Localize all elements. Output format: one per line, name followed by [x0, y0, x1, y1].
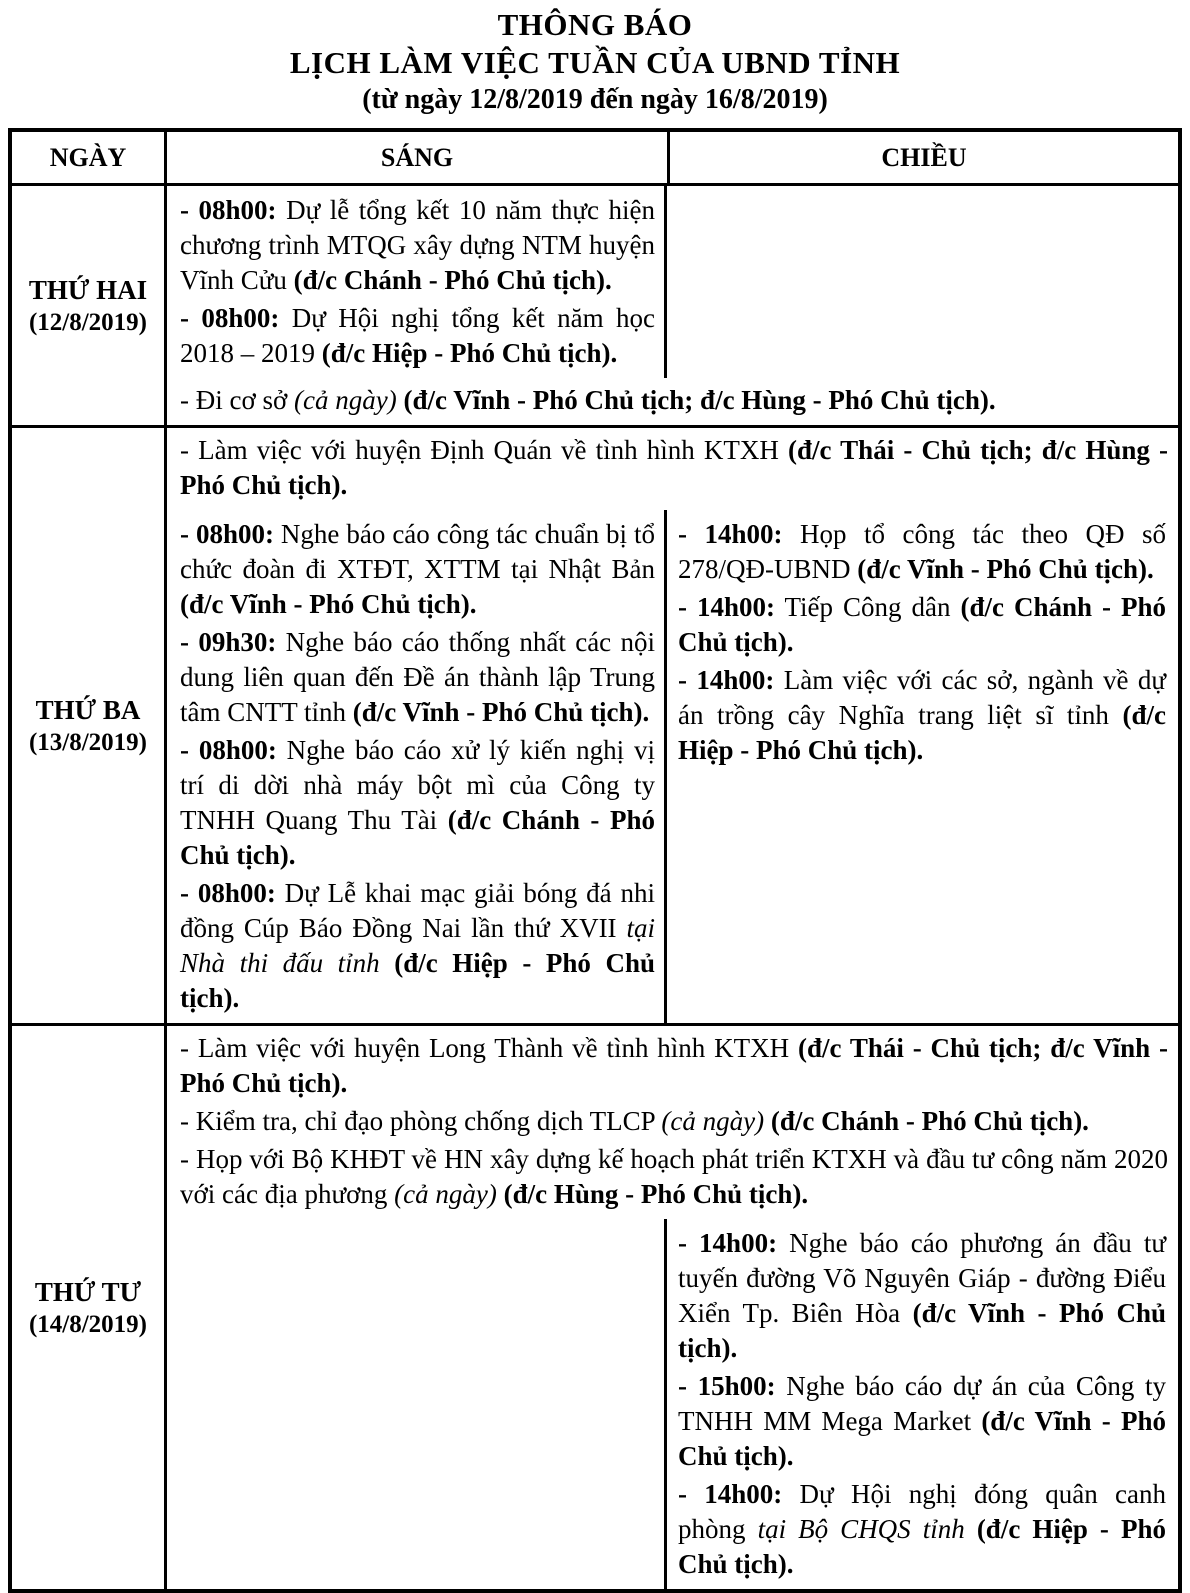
schedule-item: - 08h00: Dự Lễ khai mạc giải bóng đá nhi đồng Cúp Báo Đồng Nai lần thứ XVII tại Nhà thi đấu tỉnh (đ/c Hiệp - Phó Chủ tịch). — [180, 878, 656, 1013]
header-afternoon: CHIỀU — [881, 143, 967, 172]
schedule-item: - Họp với Bộ KHĐT về HN xây dựng kế hoạch phát triển KTXH và đầu tư công năm 2020 với các địa phương (cả ngày) (đ/c Hùng - Phó Chủ tịch). — [180, 1144, 1168, 1209]
doc-subtitle: LỊCH LÀM VIỆC TUẦN CỦA UBND TỈNH — [289, 45, 901, 80]
day-date: (13/8/2019) — [28, 728, 148, 756]
schedule-item: - 08h00: Nghe báo cáo công tác chuẩn bị tổ chức đoàn đi XTĐT, XTTM tại Nhật Bản (đ/c Vĩnh - Phó Chủ tịch). — [180, 519, 656, 619]
wednesday-day-cell — [12, 1026, 167, 1589]
day-date: (12/8/2019) — [28, 308, 148, 336]
schedule-item: - 08h00: Dự Hội nghị tổng kết năm học 2018 – 2019 (đ/c Hiệp - Phó Chủ tịch). — [180, 303, 656, 368]
schedule-item: - Làm việc với huyện Định Quán về tình hình KTXH (đ/c Thái - Chủ tịch; đ/c Hùng - Phó Chủ tịch). — [180, 435, 1168, 500]
monday-content — [167, 186, 1178, 425]
schedule-item: - Đi cơ sở (cả ngày) (đ/c Vĩnh - Phó Chủ tịch; đ/c Hùng - Phó Chủ tịch). — [180, 385, 996, 415]
schedule-item: - 08h00: Dự lễ tổng kết 10 năm thực hiện chương trình MTQG xây dựng NTM huyện Vĩnh Cửu (đ/c Chánh - Phó Chủ tịch). — [180, 195, 656, 295]
monday-day-cell — [12, 186, 167, 425]
day-date: (14/8/2019) — [28, 1310, 148, 1338]
doc-title: THÔNG BÁO — [497, 7, 693, 42]
tuesday-content — [167, 428, 1178, 1023]
day-name: THỨ BA — [35, 694, 141, 725]
tuesday-afternoon-cell — [667, 510, 1178, 1023]
schedule-item: - 14h00: Họp tổ công tác theo QĐ số 278/QĐ-UBND (đ/c Vĩnh - Phó Chủ tịch). — [678, 519, 1166, 584]
tuesday-allday-cell — [167, 428, 1178, 510]
schedule-item: - 15h00: Nghe báo cáo dự án của Công ty TNHH MM Mega Market (đ/c Vĩnh - Phó Chủ tịch). — [678, 1371, 1167, 1471]
schedule-item: - 14h00: Làm việc với các sở, ngành về dự án trồng cây Nghĩa trang liệt sĩ tỉnh (đ/c Hiệp - Phó Chủ tịch). — [678, 665, 1166, 765]
schedule-item: - 14h00: Dự Hội nghị đóng quân canh phòng tại Bộ CHQS tỉnh (đ/c Hiệp - Phó Chủ tịch). — [678, 1479, 1167, 1579]
row-monday — [12, 183, 1178, 425]
schedule-table — [8, 128, 1182, 1593]
schedule-item: - 14h00: Tiếp Công dân (đ/c Chánh - Phó Chủ tịch). — [678, 592, 1167, 657]
wednesday-content — [167, 1026, 1178, 1589]
schedule-item: - 08h00: Nghe báo cáo xử lý kiến nghị vị trí di dời nhà máy bột mì của Công ty TNHH Quang Thu Tài (đ/c Chánh - Phó Chủ tịch). — [180, 735, 655, 870]
wednesday-allday-cell — [167, 1026, 1178, 1219]
wednesday-afternoon-cell — [667, 1219, 1178, 1589]
tuesday-day-cell — [12, 428, 167, 1023]
day-name: THỨ HAI — [28, 274, 148, 305]
tuesday-morning-cell — [167, 510, 667, 1023]
table-header-row — [12, 132, 1178, 183]
row-tuesday — [12, 425, 1178, 1023]
doc-date-range: (từ ngày 12/8/2019 đến ngày 16/8/2019) — [362, 84, 828, 115]
monday-allday-cell — [167, 378, 1178, 425]
document-header — [8, 6, 1182, 118]
wednesday-morning-cell — [167, 1219, 667, 1589]
schedule-item: - 09h30: Nghe báo cáo thống nhất các nội dung liên quan đến Đề án thành lập Trung tâm CNTT tỉnh (đ/c Vĩnh - Phó Chủ tịch). — [180, 627, 655, 727]
row-wednesday — [12, 1023, 1178, 1589]
schedule-item: - 14h00: Nghe báo cáo phương án đầu tư tuyến đường Võ Nguyên Giáp - đường Điểu Xiển Tp. Biên Hòa (đ/c Vĩnh - Phó Chủ tịch). — [678, 1228, 1167, 1363]
header-day: NGÀY — [12, 132, 167, 183]
monday-morning-cell — [167, 186, 667, 378]
schedule-item: - Làm việc với huyện Long Thành về tình hình KTXH (đ/c Thái - Chủ tịch; đ/c Vĩnh - Phó Chủ tịch). — [180, 1033, 1168, 1098]
header-morning: SÁNG — [167, 132, 670, 183]
monday-afternoon-cell — [667, 186, 1178, 378]
day-name: THỨ TƯ — [34, 1276, 142, 1307]
schedule-item: - Kiểm tra, chỉ đạo phòng chống dịch TLCP (cả ngày) (đ/c Chánh - Phó Chủ tịch). — [180, 1106, 1089, 1136]
